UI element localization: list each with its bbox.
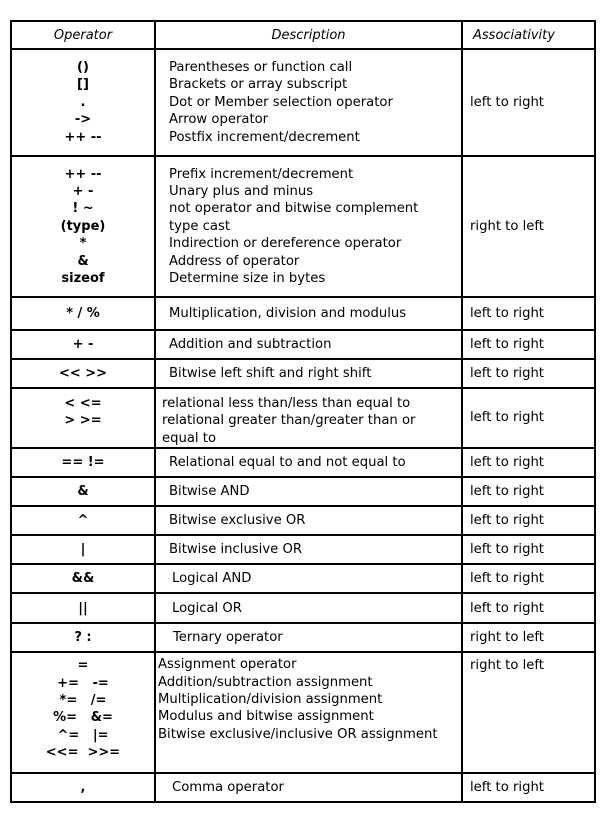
header-row — [11, 21, 595, 49]
description-text: Bitwise left shift and right shift — [169, 365, 372, 381]
operator-cell — [11, 297, 155, 330]
operator-cell — [11, 652, 155, 773]
associativity-cell — [462, 49, 595, 156]
operator-symbol: . — [80, 94, 86, 110]
associativity-text: right to left — [470, 630, 544, 646]
description-text: Addition/subtraction assignment — [158, 674, 373, 690]
operator-symbol: == != — [61, 455, 105, 471]
header-description: Description — [155, 21, 462, 49]
description-cell — [155, 156, 462, 297]
operator-cell — [11, 388, 155, 448]
table-row — [11, 652, 595, 773]
associativity-cell — [462, 564, 595, 593]
description-text: Bitwise inclusive OR — [169, 542, 302, 558]
description-text: Indirection or dereference operator — [169, 236, 402, 252]
description-text: relational less than/less than equal to — [162, 396, 411, 411]
description-cell — [155, 49, 462, 156]
associativity-cell — [462, 448, 595, 477]
operator-symbol: < <= — [64, 396, 102, 411]
description-text: Addition and subtraction — [169, 336, 332, 352]
operator-symbol: & — [77, 484, 89, 500]
description-cell — [155, 388, 462, 448]
description-text: Determine size in bytes — [169, 271, 326, 287]
operator-symbol: + - — [72, 336, 94, 352]
table-row — [11, 359, 595, 388]
associativity-text: left to right — [470, 305, 544, 321]
table-row — [11, 506, 595, 535]
table-row — [11, 623, 595, 652]
description-cell — [155, 593, 462, 623]
table-row — [11, 773, 595, 802]
operator-cell — [11, 477, 155, 506]
description-text: Bitwise exclusive OR — [169, 513, 306, 529]
description-text: Assignment operator — [158, 657, 297, 673]
operator-symbol: ! ~ — [72, 201, 94, 217]
operator-symbol: * — [79, 236, 87, 252]
operator-cell — [11, 773, 155, 802]
associativity-cell — [462, 388, 595, 448]
operator-symbol: ++ -- — [64, 166, 102, 182]
associativity-text: right to left — [470, 218, 544, 234]
description-text: type cast — [169, 218, 231, 234]
associativity-text: left to right — [470, 410, 544, 426]
table-row — [11, 156, 595, 297]
description-text: Logical AND — [172, 571, 252, 587]
table-row — [11, 593, 595, 623]
description-text: Ternary operator — [173, 630, 283, 646]
associativity-text: left to right — [470, 780, 544, 796]
associativity-text: left to right — [470, 455, 544, 471]
operator-symbol: (type) — [60, 218, 106, 234]
associativity-text: left to right — [470, 336, 544, 352]
description-cell — [155, 773, 462, 802]
description-text: not operator and bitwise complement — [169, 201, 419, 217]
description-text: Dot or Member selection operator — [169, 94, 393, 110]
description-text: Address of operator — [169, 253, 300, 269]
description-text: Comma operator — [172, 780, 284, 796]
description-text: equal to — [162, 430, 217, 446]
operator-symbol: ^ — [77, 513, 89, 529]
table-row — [11, 448, 595, 477]
associativity-text: left to right — [470, 542, 544, 558]
associativity-text: left to right — [470, 600, 544, 616]
description-text: Bitwise AND — [169, 484, 250, 500]
operator-symbol: += -= — [57, 675, 109, 691]
description-cell — [155, 564, 462, 593]
associativity-text: left to right — [470, 94, 544, 110]
associativity-text: left to right — [470, 365, 544, 381]
associativity-text: right to left — [470, 658, 544, 674]
operator-cell — [11, 156, 155, 297]
description-cell — [155, 297, 462, 330]
operator-cell — [11, 623, 155, 652]
associativity-text: left to right — [470, 484, 544, 500]
operator-cell — [11, 506, 155, 535]
table-row — [11, 49, 595, 156]
operator-cell — [11, 49, 155, 156]
table-row — [11, 297, 595, 330]
operator-symbol: sizeof — [61, 271, 105, 287]
associativity-cell — [462, 623, 595, 652]
description-text: Arrow operator — [169, 112, 269, 128]
operator-cell — [11, 535, 155, 564]
table-row — [11, 388, 595, 448]
operator-symbol: & — [77, 253, 89, 269]
description-text: Modulus and bitwise assignment — [158, 709, 374, 725]
operator-symbol: && — [71, 571, 95, 587]
associativity-cell — [462, 477, 595, 506]
associativity-cell — [462, 156, 595, 297]
operator-symbol: << >> — [58, 365, 108, 381]
description-cell — [155, 652, 462, 773]
header-associativity: Associativity — [462, 21, 595, 49]
operator-cell — [11, 330, 155, 359]
description-cell — [155, 330, 462, 359]
operator-symbol: -> — [74, 112, 92, 128]
operator-symbol: | — [80, 542, 86, 558]
associativity-cell — [462, 359, 595, 388]
operator-symbol: ? : — [74, 630, 92, 646]
header-operator: Operator — [11, 21, 155, 49]
table-row — [11, 535, 595, 564]
operator-precedence-table — [10, 20, 596, 803]
table-row — [11, 564, 595, 593]
description-cell — [155, 623, 462, 652]
description-text: Unary plus and minus — [169, 183, 314, 199]
description-cell — [155, 359, 462, 388]
operator-symbol: <<= >>= — [45, 745, 121, 761]
table-body — [11, 49, 595, 802]
operator-cell — [11, 564, 155, 593]
operator-precedence-table-container — [10, 20, 594, 803]
associativity-cell — [462, 593, 595, 623]
operator-symbol: = — [77, 658, 89, 674]
description-text: Parentheses or function call — [169, 59, 353, 75]
operator-symbol: * / % — [66, 305, 100, 321]
operator-symbol: || — [78, 600, 88, 616]
description-text: Multiplication, division and modulus — [169, 305, 407, 321]
operator-symbol: > >= — [64, 413, 102, 429]
description-text: Postfix increment/decrement — [169, 129, 360, 145]
description-cell — [155, 506, 462, 535]
associativity-cell — [462, 330, 595, 359]
associativity-cell — [462, 506, 595, 535]
operator-symbol: , — [80, 780, 86, 796]
operator-symbol: *= /= — [59, 693, 107, 709]
operator-symbol: () — [77, 59, 89, 75]
operator-symbol: ++ -- — [64, 129, 102, 145]
description-text: Prefix increment/decrement — [169, 166, 354, 182]
operator-symbol: + - — [72, 183, 94, 199]
description-text: Multiplication/division assignment — [158, 692, 383, 708]
operator-symbol: %= &= — [53, 710, 113, 726]
operator-symbol: ^= |= — [57, 727, 109, 743]
description-text: relational greater than/greater than or — [162, 413, 416, 429]
operator-symbol: [] — [77, 77, 89, 93]
table-row — [11, 477, 595, 506]
associativity-cell — [462, 652, 595, 773]
operator-cell — [11, 359, 155, 388]
description-text: Logical OR — [172, 600, 242, 616]
description-cell — [155, 477, 462, 506]
operator-cell — [11, 448, 155, 477]
description-text: Bitwise exclusive/inclusive OR assignment — [158, 726, 438, 742]
associativity-text: left to right — [470, 571, 544, 587]
table-row — [11, 330, 595, 359]
associativity-text: left to right — [470, 513, 544, 529]
description-text: Relational equal to and not equal to — [169, 455, 406, 471]
description-cell — [155, 535, 462, 564]
description-text: Brackets or array subscript — [169, 77, 348, 93]
associativity-cell — [462, 773, 595, 802]
associativity-cell — [462, 535, 595, 564]
associativity-cell — [462, 297, 595, 330]
description-cell — [155, 448, 462, 477]
operator-cell — [11, 593, 155, 623]
